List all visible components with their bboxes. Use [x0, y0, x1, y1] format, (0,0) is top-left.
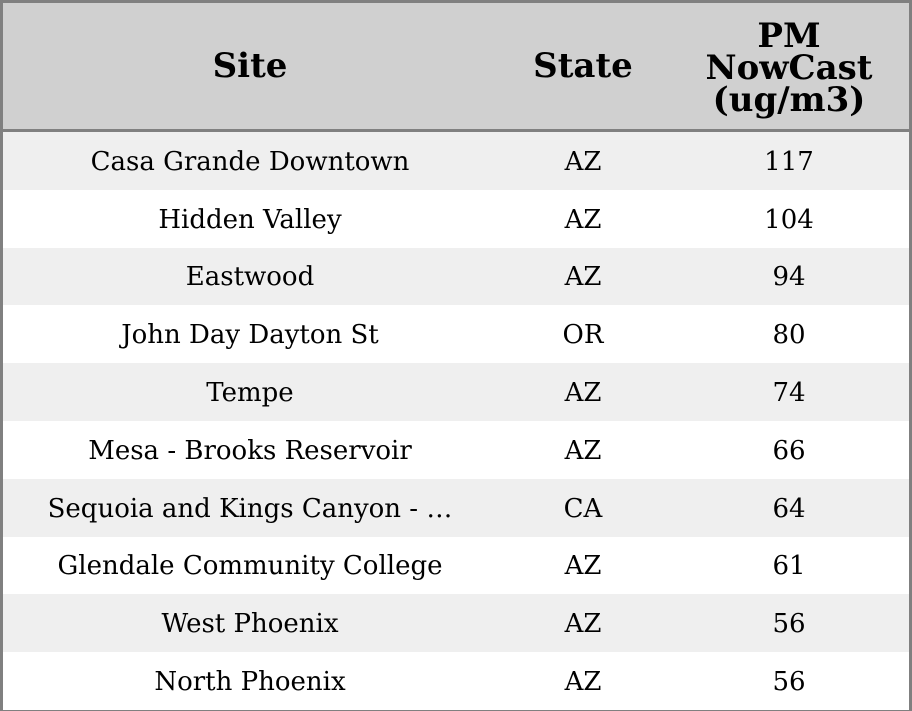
state-cell: AZ: [564, 551, 602, 582]
state-cell: AZ: [564, 609, 602, 640]
pm-value-cell: 104: [764, 204, 814, 235]
pm-value-cell: 94: [772, 262, 806, 293]
pm-value-cell: 56: [772, 609, 806, 640]
pm-value-cell: 117: [764, 146, 814, 177]
pm-value-cell: 66: [772, 435, 806, 466]
state-cell: AZ: [564, 204, 602, 235]
site-cell: John Day Dayton St: [121, 320, 379, 351]
state-cell: AZ: [564, 262, 602, 293]
pm-value-cell: 80: [772, 320, 806, 351]
table-row: [3, 652, 909, 710]
table-row: [3, 363, 909, 421]
site-cell: Tempe: [206, 378, 294, 409]
site-cell: Eastwood: [185, 262, 315, 293]
table-header-row: [3, 3, 909, 132]
header-site: Site: [212, 46, 288, 86]
table-row: [3, 479, 909, 537]
table-row: [3, 132, 909, 190]
pm-value-cell: 64: [772, 493, 806, 524]
site-cell: North Phoenix: [154, 667, 346, 698]
state-cell: OR: [562, 320, 604, 351]
header-pm-nowcast: PM NowCast (ug/m3): [705, 16, 873, 120]
pm-value-cell: 61: [772, 551, 806, 582]
table-row: [3, 190, 909, 248]
table-row: [3, 421, 909, 479]
pm-value-cell: 74: [772, 378, 806, 409]
site-cell: West Phoenix: [161, 609, 339, 640]
table-row: [3, 537, 909, 595]
table-row: [3, 594, 909, 652]
state-cell: AZ: [564, 146, 602, 177]
table-row: [3, 248, 909, 306]
state-cell: CA: [563, 493, 603, 524]
site-cell: Casa Grande Downtown: [90, 146, 410, 177]
pm-value-cell: 56: [772, 667, 806, 698]
site-cell: Sequoia and Kings Canyon - …: [47, 493, 453, 524]
site-cell: Hidden Valley: [158, 204, 342, 235]
table-row: [3, 305, 909, 363]
site-cell: Glendale Community College: [57, 551, 443, 582]
header-state: State: [533, 46, 633, 86]
site-cell: Mesa - Brooks Reservoir: [88, 435, 412, 466]
state-cell: AZ: [564, 435, 602, 466]
state-cell: AZ: [564, 378, 602, 409]
state-cell: AZ: [564, 667, 602, 698]
